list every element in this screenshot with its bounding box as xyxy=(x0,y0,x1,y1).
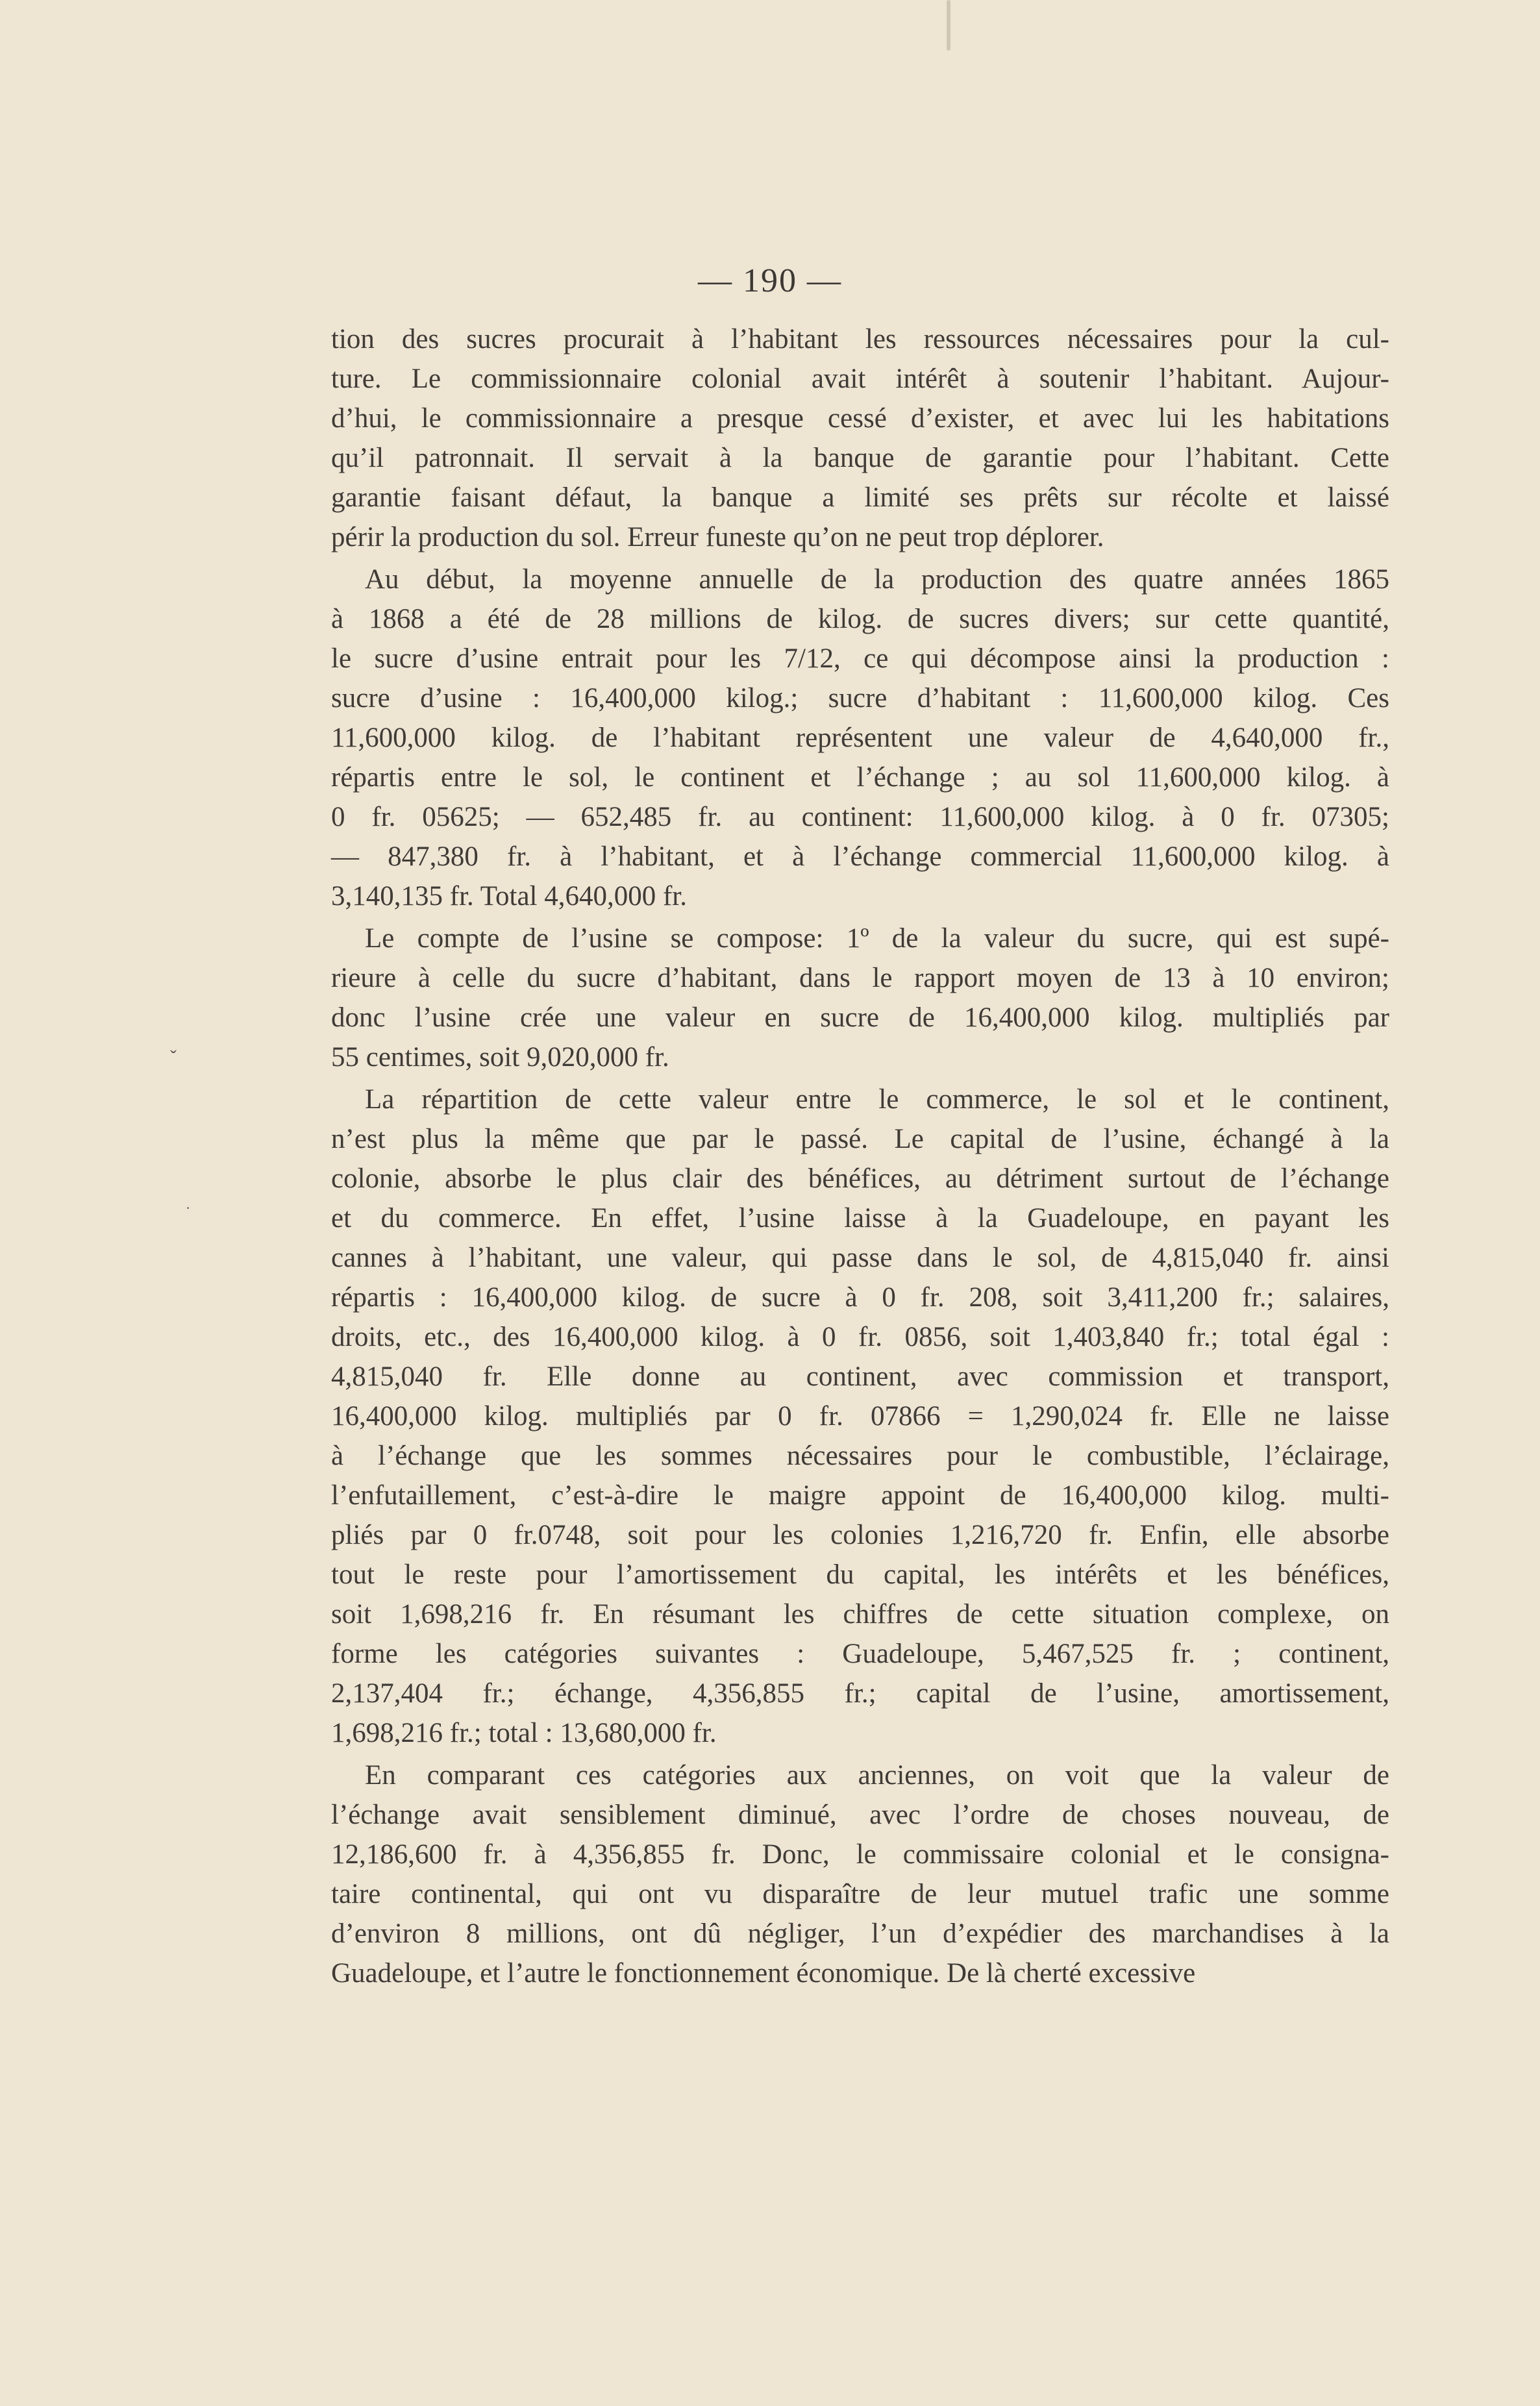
text-line: ture. Le commissionnaire colonial avait intérêt à soutenir l’habitant. Aujour- xyxy=(331,364,1389,394)
text-line: 4,815,040 fr. Elle donne au continent, avec commission et transport, xyxy=(331,1361,1389,1392)
text-line: rieure à celle du sucre d’habitant, dans le rapport moyen de 13 à 10 environ; xyxy=(331,963,1389,993)
text-line: garantie faisant défaut, la banque a limité ses prêts sur récolte et laissé xyxy=(331,482,1389,513)
text-line: cannes à l’habitant, une valeur, qui passe dans le sol, de 4,815,040 fr. ainsi xyxy=(331,1243,1389,1273)
text-line: forme les catégories suivantes : Guadeloupe, 5,467,525 fr. ; continent, xyxy=(331,1639,1389,1669)
text-line: pliés par 0 fr.0748, soit pour les colonies 1,216,720 fr. Enfin, elle absorbe xyxy=(331,1520,1389,1550)
paragraph xyxy=(331,919,1389,1077)
text-line: l’échange avait sensiblement diminué, avec l’ordre de choses nouveau, de xyxy=(331,1800,1389,1830)
text-line: l’enfutaillement, c’est-à-dire le maigre appoint de 16,400,000 kilog. multi- xyxy=(331,1480,1389,1511)
body-text xyxy=(331,319,1389,1996)
paragraph xyxy=(331,560,1389,916)
text-line: — 847,380 fr. à l’habitant, et à l’échange commercial 11,600,000 kilog. à xyxy=(331,841,1389,872)
paragraph xyxy=(331,319,1389,557)
text-line: qu’il patronnait. Il servait à la banque de garantie pour l’habitant. Cette xyxy=(331,443,1389,473)
paragraph xyxy=(331,1080,1389,1753)
text-line: soit 1,698,216 fr. En résumant les chiffres de cette situation complexe, on xyxy=(331,1599,1389,1630)
stray-mark: ˇ xyxy=(170,1047,177,1068)
text-line: 16,400,000 kilog. multipliés par 0 fr. 07866 = 1,290,024 fr. Elle ne laisse xyxy=(331,1401,1389,1432)
text-line: tion des sucres procurait à l’habitant les ressources nécessaires pour la cul- xyxy=(331,324,1389,354)
text-line: d’environ 8 millions, ont dû négliger, l’un d’expédier des marchandises à la xyxy=(331,1918,1389,1949)
text-line: 0 fr. 05625; — 652,485 fr. au continent: 11,600,000 kilog. à 0 fr. 07305; xyxy=(331,802,1389,832)
text-line: 12,186,600 fr. à 4,356,855 fr. Donc, le commissaire colonial et le consigna- xyxy=(331,1839,1389,1870)
text-line: donc l’usine crée une valeur en sucre de 16,400,000 kilog. multipliés par xyxy=(331,1002,1389,1033)
text-line: Guadeloupe, et l’autre le fonctionnement économique. De là cherté excessive xyxy=(331,1958,1196,1989)
text-line: La répartition de cette valeur entre le commerce, le sol et le continent, xyxy=(365,1084,1389,1115)
text-line: En comparant ces catégories aux anciennes, on voit que la valeur de xyxy=(365,1760,1389,1791)
text-line: le sucre d’usine entrait pour les 7/12, ce qui décompose ainsi la production : xyxy=(331,643,1389,674)
page-number: — 190 — xyxy=(698,262,842,299)
text-line: 1,698,216 fr.; total : 13,680,000 fr. xyxy=(331,1718,717,1748)
text-line: n’est plus la même que par le passé. Le capital de l’usine, échangé à la xyxy=(331,1124,1389,1154)
text-line: et du commerce. En effet, l’usine laisse à la Guadeloupe, en payant les xyxy=(331,1203,1389,1234)
text-line: droits, etc., des 16,400,000 kilog. à 0 fr. 0856, soit 1,403,840 fr.; total égal : xyxy=(331,1322,1389,1352)
stray-dot: · xyxy=(186,1200,191,1216)
text-line: taire continental, qui ont vu disparaître de leur mutuel trafic une somme xyxy=(331,1879,1389,1909)
binding-mark xyxy=(947,0,950,51)
paragraph xyxy=(331,1755,1389,1993)
text-line: colonie, absorbe le plus clair des bénéfices, au détriment surtout de l’échange xyxy=(331,1163,1389,1194)
text-line: répartis : 16,400,000 kilog. de sucre à 0 fr. 208, soit 3,411,200 fr.; salaires, xyxy=(331,1282,1389,1313)
text-line: 55 centimes, soit 9,020,000 fr. xyxy=(331,1042,669,1073)
text-line: Le compte de l’usine se compose: 1º de la valeur du sucre, qui est supé- xyxy=(365,923,1389,954)
text-line: d’hui, le commissionnaire a presque cessé d’exister, et avec lui les habitations xyxy=(331,403,1389,434)
text-line: à l’échange que les sommes nécessaires pour le combustible, l’éclairage, xyxy=(331,1441,1389,1471)
text-line: Au début, la moyenne annuelle de la production des quatre années 1865 xyxy=(365,564,1389,595)
text-line: 2,137,404 fr.; échange, 4,356,855 fr.; capital de l’usine, amortissement, xyxy=(331,1678,1389,1709)
text-line: répartis entre le sol, le continent et l’échange ; au sol 11,600,000 kilog. à xyxy=(331,762,1389,793)
text-line: sucre d’usine : 16,400,000 kilog.; sucre d’habitant : 11,600,000 kilog. Ces xyxy=(331,683,1389,713)
text-line: tout le reste pour l’amortissement du capital, les intérêts et les bénéfices, xyxy=(331,1559,1389,1590)
text-line: à 1868 a été de 28 millions de kilog. de sucres divers; sur cette quantité, xyxy=(331,604,1389,634)
text-line: 11,600,000 kilog. de l’habitant représentent une valeur de 4,640,000 fr., xyxy=(331,723,1389,753)
text-line: 3,140,135 fr. Total 4,640,000 fr. xyxy=(331,881,687,912)
text-line: périr la production du sol. Erreur funeste qu’on ne peut trop déplorer. xyxy=(331,522,1104,552)
